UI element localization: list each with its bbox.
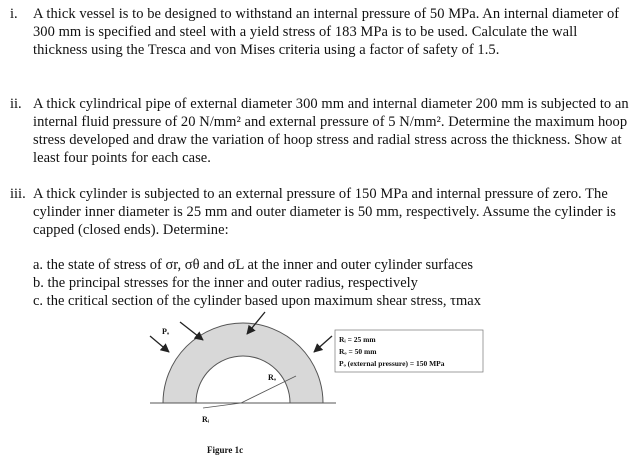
label-po: Pₒ xyxy=(162,327,170,336)
question-1-text: A thick vessel is to be designed to withstand an internal pressure of 50 MPa. An internal diameter of 300 mm is specified and steel with a yield stress of 183 MPa is to be used. Calculate the wall thickness using the Tresca and von Mises criteria using a factor of safety of 1.5. xyxy=(33,6,620,58)
label-ri: Rᵢ xyxy=(202,415,210,424)
question-1-number: i. xyxy=(10,6,18,22)
cylinder-half-ring xyxy=(163,323,323,403)
subpart-b: b. the principal stresses for the inner and outer radius, respectively xyxy=(33,275,418,291)
question-2-number: ii. xyxy=(10,96,22,112)
inner-radius-line xyxy=(203,403,241,408)
question-3-text: A thick cylinder is subjected to an external pressure of 150 MPa and internal pressure of zero. The cylinder inner diameter is 25 mm and outer diameter is 50 mm, respectively. Assume the cylinder is capped (closed ends). Determine: xyxy=(33,186,617,238)
subpart-c: c. the critical section of the cylinder based upon maximum shear stress, τmax xyxy=(33,293,481,309)
label-ro: Rₒ xyxy=(268,373,277,382)
pressure-arrow-top-left xyxy=(180,322,203,340)
question-2-text: A thick cylindrical pipe of external diameter 300 mm and internal diameter 200 mm is subjected to an internal fluid pressure of 20 N/mm² and external pressure of 5 N/mm². Determine the maximum hoop stress developed and draw the variation of hoop stress and radial stress across the thickness. Show at least four points for each case. xyxy=(33,96,629,166)
question-3-number: iii. xyxy=(10,186,26,202)
given-po: Pₒ (external pressure) = 150 MPa xyxy=(339,359,445,368)
pressure-arrow-right xyxy=(314,336,332,352)
pressure-arrow-left xyxy=(150,336,169,352)
figure-caption: Figure 1c xyxy=(207,445,244,455)
given-ri: Rᵢ = 25 mm xyxy=(339,335,376,344)
given-ro: Rₒ = 50 mm xyxy=(339,347,377,356)
given-values-box xyxy=(335,330,483,372)
subpart-a: a. the state of stress of σr, σθ and σL at the inner and outer cylinder surfaces xyxy=(33,257,473,273)
